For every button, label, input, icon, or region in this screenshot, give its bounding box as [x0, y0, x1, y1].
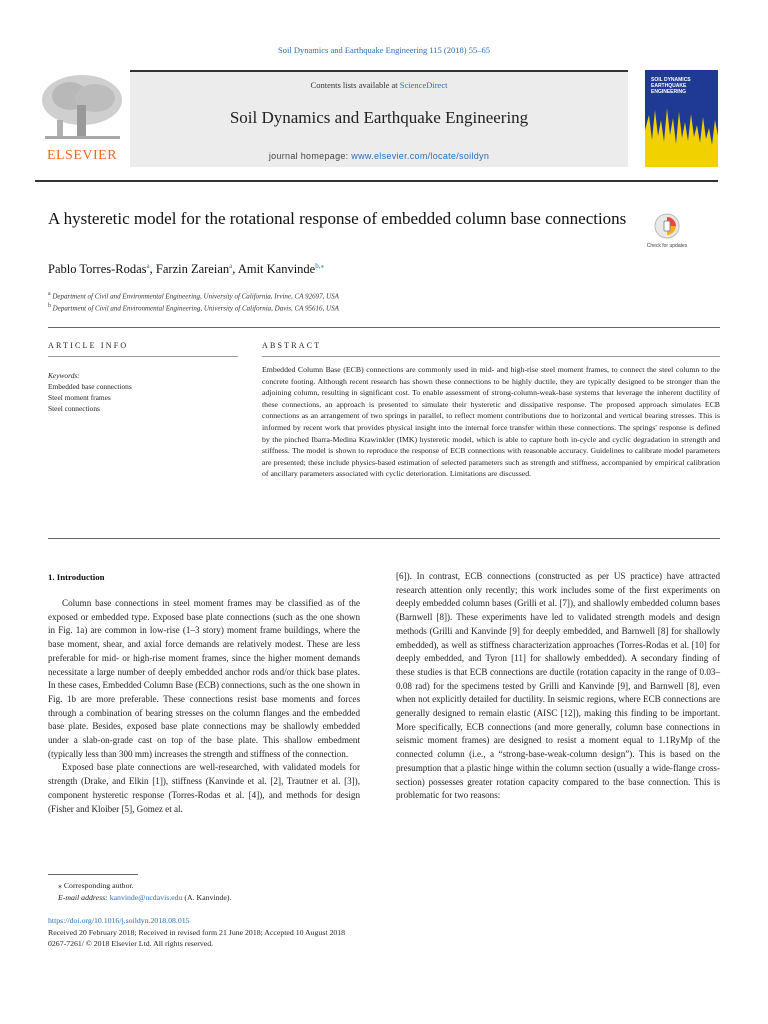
email-suffix: (A. Kanvinde). [182, 893, 232, 902]
introduction-heading: 1. Introduction [48, 572, 105, 582]
cover-title: SOIL DYNAMICS EARTHQUAKE ENGINEERING [651, 77, 691, 95]
affiliation-text: Department of Civil and Environmental Engineering, University of California, Davis, CA 95616, USA [52, 304, 339, 313]
author-affiliation-sup[interactable]: a [229, 262, 233, 270]
check-updates-icon [654, 213, 680, 239]
publication-info [48, 915, 548, 950]
check-for-updates-badge[interactable] [642, 213, 692, 250]
author-list: Pablo Torres-Rodas$^a$, Farzin Zareian$^a$, Amit Kanvinde$^{b,⁎}$ [48, 262, 324, 277]
copyright-line: 0267-7261/ © 2018 Elsevier Ltd. All rights reserved. [48, 939, 214, 948]
section-rule [48, 327, 720, 328]
email-link[interactable]: kanvinde@ucdavis.edu [109, 893, 183, 902]
journal-cover-thumbnail[interactable] [645, 70, 718, 167]
keyword-item: Steel moment frames [48, 393, 111, 402]
homepage-label: journal homepage: [268, 151, 352, 161]
author-affiliation-sup[interactable]: a [146, 262, 150, 270]
body-rule [48, 538, 720, 539]
keyword-item: Embedded base connections [48, 382, 132, 391]
corresponding-author-note: ⁎ Corresponding author. [58, 881, 134, 890]
author-affiliation-sup[interactable]: b,⁎ [315, 262, 324, 270]
check-updates-label: Check for updates [646, 243, 688, 249]
contents-availability [130, 80, 628, 90]
sciencedirect-link[interactable]: ScienceDirect [399, 80, 448, 90]
author-name[interactable]: Farzin Zareian [155, 262, 230, 277]
affiliation-line [48, 289, 339, 301]
author-name[interactable]: Pablo Torres-Rodas [48, 262, 147, 277]
footnote-rule [48, 874, 138, 875]
affiliation-sup: b [48, 303, 51, 310]
elsevier-wordmark: ELSEVIER [46, 148, 118, 163]
email-line [48, 892, 360, 904]
footnote [48, 880, 360, 904]
affiliation-line [48, 301, 339, 313]
keywords-block [48, 370, 238, 414]
body-paragraph: [6]). In contrast, ECB connections (constructed as per US practice) have attracted research attention only recently; this work includes some of the first experiments on deeply embedded column bases (Grilli et al. [7]), and shallowly embedded column bases (Barnwell [8]). These experiments have led to validated strength models and design methods (Grilli and Kanvinde [9] for deeply embedded, and Barnwell [8] for shallowly embedded), as well as stiffness characterization approaches (Torres-Rodas et al. [10] for deeply embedded, and Tyron [11] for shallowly embedded). A secondary finding of these studies is that ECB connections are ductile (rotation capacity in the range of 0.03–0.08 rad) for the specimens tested by Grilli and Kanvinde [9], and Barnwell [8], even when not explicitly detailed for ductility. In seismic regions, where ECB connections are generally designed to remain elastic (AISC [12]), making this finding to be important. More specifically, ECB connections (and more generally, column base connections in seismic moment frames) are designed to resist a moment equal to 1.1RyMp of the connected column (i.e., a “strong-base-weak-column design”). This is based on the presumption that a plastic hinge within the column section (usually a wide-flange cross-section) possesses greater rotation capacity compared to the base connection. This is problematic for two reasons: [396, 571, 720, 801]
body-column-left [48, 597, 360, 816]
contents-prefix: Contents lists available at [310, 80, 400, 90]
affiliation-text: Department of Civil and Environmental Engineering, University of California, Irvine, CA 92697, USA [52, 292, 339, 301]
body-paragraph: Exposed base plate connections are well-researched, with validated models for strength (Drake, and Elkin [1]), stiffness (Kanvinde et al. [2], Trautner et al. [3]), component hysteretic response (Torres-Rodas et al. [4]), and methods for design (Fisher and Kloiber [5], Gomez et al. [48, 762, 360, 814]
email-label: E-mail address: [58, 893, 110, 902]
abstract-rule [262, 356, 720, 357]
article-info-heading: ARTICLE INFO [48, 341, 129, 350]
article-title: A hysteretic model for the rotational response of embedded column base connections [48, 209, 627, 228]
journal-reference-link[interactable]: Soil Dynamics and Earthquake Engineering 115 (2018) 55–65 [278, 45, 490, 55]
body-paragraph: Column base connections in steel moment frames may be classified as of the exposed or embedded type. Exposed base plate connections (such as the one shown in Fig. 1a) are common in low-rise (1–3 story) moment frame buildings, where the base moment, shear, and axial force demands are relatively modest. These are less preferable for mid- or high-rise moment frames, since the higher moment demands necessitate a large number of deeply embedded anchor rods and/or thick base plates. In these cases, Embedded Column Base (ECB) connections, such as the one shown in Fig. 1b are more preferable. These connections resist base moments and forces through a combination of bearing stresses on the column flanges and the embedded base plate. Besides, exposed base plate connections may be shallowly embedded under a slab-on-grade cast on top of the base plate. This shallow embedment (typically less than 300 mm) increases the strength and stiffness of the connection. [48, 598, 360, 759]
abstract-text: Embedded Column Base (ECB) connections are commonly used in mid- and high-rise steel moment frames, to connect the steel column to the concrete footing. Although recent research has shown these connections to be highly ductile, they are typically designed to be stronger than the adjoining column, resulting in significant cost. To enable assessment of strong-column-weak-base systems that leverage the inherent ductility of these connections, an approach is presented to simulate their hysteretic and dissipative response. The proposed approach simulates ECB connections as an arrangement of two springs in parallel, to reflect moment contributions due to horizontal and vertical bearing stresses. This is informed by recent work that provides physical insight into the internal force transfer within these connections. The springs' response is defined by the pinched Ibarra-Medina Krawinkler (IMK) hysteretic model, which is able to capture both in-cycle and cyclic degradation in strength and stiffness. The model is shown to reproduce the response of ECB connections with reasonable accuracy. Guidelines to calibrate model parameters are presented; these include physics-based estimation of selected parameters such as strength and stiffness, accompanied by empirical calibration of ancillary parameters associated with cyclic deterioration. Limitations are discussed. [262, 365, 720, 479]
body-column-right [396, 570, 720, 803]
affiliation-sup: a [48, 291, 51, 297]
header-rule [35, 180, 718, 182]
article-info-rule [48, 356, 238, 357]
abstract-heading: ABSTRACT [262, 341, 322, 350]
homepage-link[interactable]: www.elsevier.com/locate/soildyn [351, 151, 490, 161]
received-dates: Received 20 February 2018; Received in revised form 21 June 2018; Accepted 10 August 2018 [48, 927, 346, 937]
journal-homepage [130, 151, 628, 161]
journal-title: Soil Dynamics and Earthquake Engineering [229, 108, 529, 127]
affiliations [48, 289, 339, 314]
keywords-label: Keywords: [48, 371, 80, 380]
author-name[interactable]: Amit Kanvinde [237, 262, 316, 277]
keyword-item: Steel connections [48, 404, 100, 413]
doi-link[interactable]: https://doi.org/10.1016/j.soildyn.2018.08.015 [48, 916, 190, 925]
